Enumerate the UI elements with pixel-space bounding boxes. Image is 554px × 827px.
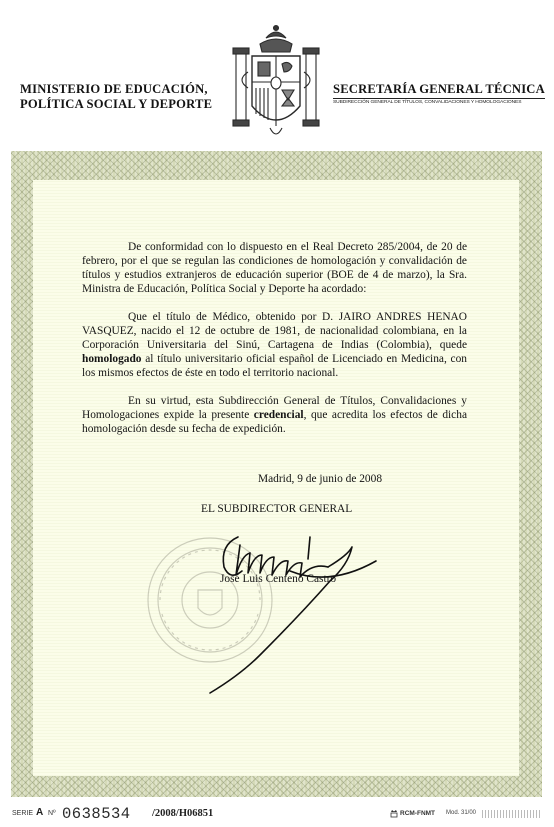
secretaria-title: SECRETARÍA GENERAL TÉCNICA [333, 82, 545, 96]
issue-date: Madrid, 9 de junio de 2008 [258, 473, 383, 485]
coat-of-arms-icon [226, 22, 326, 144]
signer-role: EL SUBDIRECTOR GENERAL [201, 503, 353, 515]
subdireccion-subtitle: SUBDIRECCIÓN GENERAL DE TÍTULOS, CONVALIDACIONES Y HOMOLOGACIONES [333, 100, 522, 105]
mint-crown-icon [390, 809, 398, 818]
file-reference: /2008/H06851 [152, 808, 214, 819]
handwritten-signature-icon [180, 515, 390, 705]
issuance-text-start: En su virtud, esta Subdirección General de Títulos, Convalidaciones y Homologaciones expide la presente [82, 395, 467, 421]
issuance-text-end: , que acredita los efectos de dicha homologación desde su fecha de expedición. [82, 409, 467, 435]
resolution-text-start: Que el título de Médico, obtenido por D. JAIRO ANDRES HENAO VASQUEZ, nacido el 12 de octubre de 1981, de nacionalidad colombiana, en la Corporación Universitaria del Sinú, Cartagena de Indias (Colombia), quede [82, 311, 467, 351]
ministry-line-1: MINISTERIO DE EDUCACIÓN, [20, 82, 208, 96]
signer-name: José Luis Centeno Castro [220, 573, 337, 585]
paragraph-issuance [82, 394, 467, 436]
ministry-heading [20, 82, 212, 112]
resolution-text-end: al título universitario oficial español de Licenciado en Medicina, con los mismos efectos de éste en todo el territorio nacional. [82, 353, 467, 379]
micro-barcode [482, 810, 540, 818]
serie-letter: A [36, 807, 44, 818]
printer-code: RCM-FNMT [400, 810, 436, 817]
credencial-emphasis: credencial [253, 409, 304, 421]
certificate-body [82, 240, 467, 450]
serie-number-label: Nº [48, 810, 56, 817]
serie-label: SERIE [12, 810, 34, 817]
ministry-line-2: POLÍTICA SOCIAL Y DEPORTE [20, 97, 213, 111]
paragraph-legal-basis: De conformidad con lo dispuesto en el Real Decreto 285/2004, de 20 de febrero, por el que se regulan las condiciones de homologación y convalidación de títulos y estudios extranjeros de educación superior (BOE de 4 de marzo), la Sra. Ministra de Educación, Política Social y Deporte ha acordado: [82, 241, 467, 295]
secretaria-heading [333, 82, 545, 105]
serial-footer [12, 805, 542, 825]
heading-divider [333, 98, 545, 99]
serial-number: 0638534 [62, 805, 131, 823]
model-number: Mod. 31/00 [446, 810, 477, 816]
paragraph-resolution [82, 310, 467, 380]
homologado-emphasis: homologado [82, 353, 142, 365]
